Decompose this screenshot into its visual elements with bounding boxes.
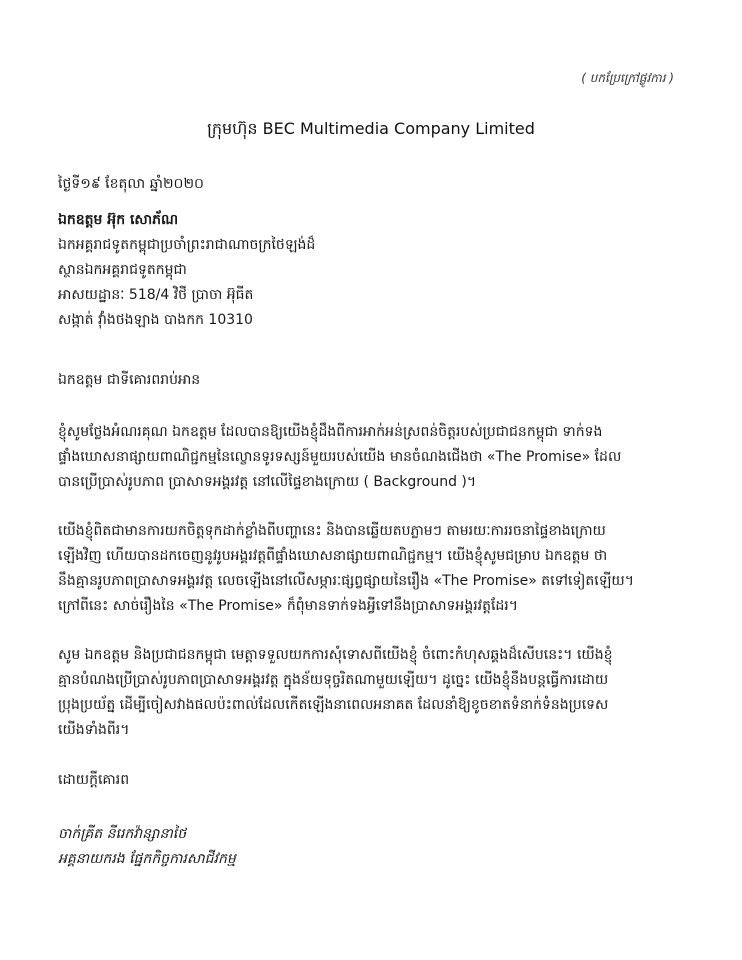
salutation: ឯកឧត្តម ជាទីគោរពរាប់អាន	[58, 372, 201, 388]
paragraph-line: នឹងគ្មានរូបភាពប្រាសាទអង្គរវត្ត លេចឡើងនៅលើសម្ភារៈផ្សព្វផ្សាយនៃរឿង «The Promise» តទៅទៀតឡើយ។	[58, 573, 634, 589]
unofficial-translation-note: ( បកប្រែក្រៅផ្លូវការ )	[581, 71, 674, 85]
letter-date: ថ្ងៃទី១៩ ខែតុលា ឆ្នាំ២០២០	[58, 176, 204, 192]
recipient-name: ឯកឧត្តម អ៊ុក សោភ័ណ	[58, 212, 179, 228]
body-paragraph-2	[58, 519, 688, 619]
body-paragraph-3	[58, 643, 688, 743]
paragraph-line: ក្រៅពីនេះ សាច់រឿងនៃ «The Promise» ក៏ពុំមានទាក់ទងអ្វីទៅនឹងប្រាសាទអង្គរវត្តដែរ។	[58, 598, 518, 614]
paragraph-line: សូម ឯកឧត្តម និងប្រជាជនកម្ពុជា មេត្តាទទួលយកការសុំទោសពីយើងខ្ញុំ ចំពោះកំហុសឆ្គងដ៏សើបនេះ។ យើងខ្ញុំ	[58, 647, 613, 663]
recipient-line: សង្កាត់ វ៉ាំងថងឡាង បាងកក 10310	[58, 312, 253, 328]
signatory-name: ចាក់គ្រីត នីរេកវ៉ាន្សានាថៃ	[58, 826, 187, 842]
paragraph-line: ប្រុងប្រយ័ត្ន ដើម្បីចៀសវាងផលប៉ះពាល់ដែលកើតឡើងនាពេលអនាគត ដែលនាំឱ្យខូចខាតទំនាក់ទំនងប្រទេស	[58, 697, 609, 713]
recipient-address	[58, 208, 688, 333]
paragraph-line: គ្មានបំណងប្រើប្រាស់រូបភាពប្រាសាទអង្គរវត្ត ក្នុងន័យទុច្ចរិតណាមួយឡើយ។ ដូច្នេះ យើងខ្ញុំនឹងបន្តធ្វើការដោយ	[58, 672, 609, 688]
paragraph-line: យើងទាំងពីរ។	[58, 722, 130, 738]
paragraph-line: ខ្ញុំសូមថ្លែងអំណរគុណ ឯកឧត្តម ដែលបានឱ្យយើងខ្ញុំដឹងពីការអាក់អន់ស្រពន់ចិត្តរបស់ប្រជាជនកម្ពុជា ទាក់ទង	[58, 424, 603, 440]
body-paragraph-1	[58, 420, 688, 495]
paragraph-line: យើងខ្ញុំពិតជាមានការយកចិត្តទុកដាក់ខ្លាំងពីបញ្ហានេះ និងបានឆ្លើយតបភ្លាមៗ តាមរយៈការរចនាផ្ទៃខាងក្រោយ	[58, 523, 606, 539]
paragraph-line: ផ្ទាំងឃោសនាផ្សាយពាណិជ្ជកម្មនៃល្ខោនទូរទស្សន៍មួយរបស់យើង មានចំណងជើងថា «The Promise» ដែល	[58, 449, 622, 465]
recipient-line: ឯកអគ្គរាជទូតកម្ពុជាប្រចាំព្រះរាជាណាចក្រថៃឡង់ដ៏	[58, 237, 316, 253]
recipient-line: អាសយដ្ឋានៈ 518/4 វិថី ប្រាចា អ៊ុធីត	[58, 287, 254, 303]
recipient-line: ស្ថានឯកអគ្គរាជទូតកម្ពុជា	[58, 262, 187, 278]
paragraph-line: ឡើងវិញ ហើយបានដកចេញនូវរូបអង្គរវត្តពីផ្ទាំងឃោសនាផ្សាយពាណិជ្ជកម្ម។ យើងខ្ញុំសូមជម្រាប ឯកឧត្តម ថា	[58, 548, 608, 564]
closing-phrase: ដោយក្តីគោរព	[58, 772, 130, 788]
signatory-title: អគ្គនាយករង ផ្នែកកិច្ចការសាជីវកម្ម	[58, 851, 236, 867]
letterhead-title: ក្រុមហ៊ុន BEC Multimedia Company Limited	[207, 119, 535, 138]
paragraph-line: បានប្រើប្រាស់រូបភាព ប្រាសាទអង្គរវត្ត នៅលើផ្ទៃខាងក្រោយ ( Background )។	[58, 474, 477, 490]
signature-block	[58, 822, 688, 872]
